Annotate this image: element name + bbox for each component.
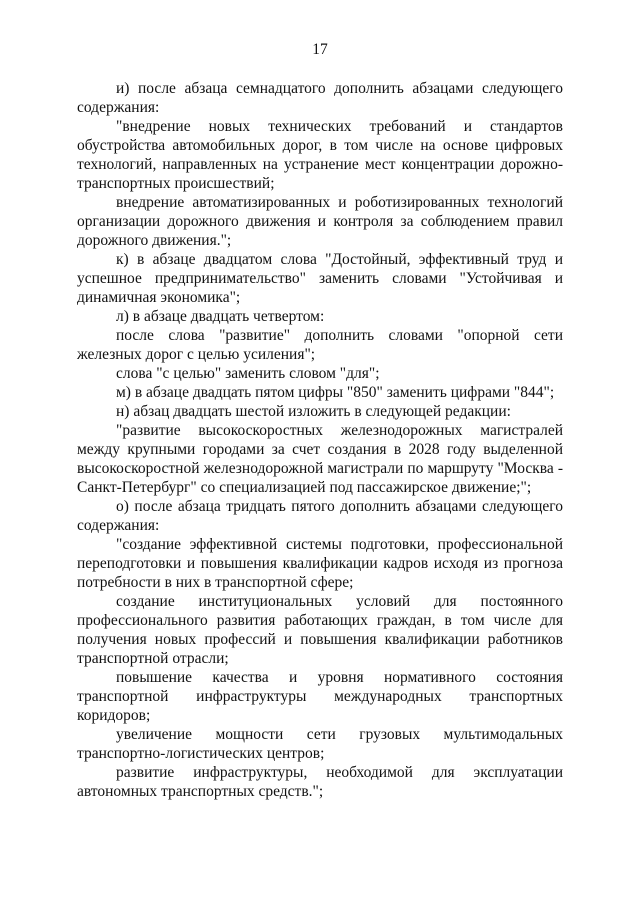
paragraph: после слова "развитие" дополнить словами "опорной сети железных дорог с целью усиления"; — [77, 327, 563, 363]
paragraph: л) в абзаце двадцать четвертом: — [116, 308, 325, 325]
paragraph: о) после абзаца тридцать пятого дополнить абзацами следующего содержания: — [77, 498, 563, 534]
paragraph: м) в абзаце двадцать пятом цифры "850" заменить цифрами "844"; — [116, 384, 555, 401]
paragraph: "развитие высокоскоростных железнодорожных магистралей между крупными городами за счет создания в 2028 году выделенной высокоскоростной железнодорожной магистрали по маршруту "Москва - Санкт-Петербург" со специализацией под пассажирское движение;"; — [77, 422, 563, 496]
paragraph: н) абзац двадцать шестой изложить в следующей редакции: — [116, 403, 511, 420]
paragraph: "создание эффективной системы подготовки, профессиональной переподготовки и повышения квалификации кадров исходя из прогноза потребности в них в транспортной сфере; — [77, 536, 563, 591]
page-number: 17 — [312, 41, 328, 58]
paragraph: и) после абзаца семнадцатого дополнить абзацами следующего содержания: — [77, 80, 563, 116]
paragraph: "внедрение новых технических требований и стандартов обустройства автомобильных дорог, в том числе на основе цифровых технологий, направленных на устранение мест концентрации дорожно-транспортных происшествий; — [77, 118, 563, 192]
paragraph: увеличение мощности сети грузовых мультимодальных транспортно-логистических центров; — [77, 726, 563, 762]
paragraph: создание институциональных условий для постоянного профессионального развития работающих граждан, в том числе для получения новых профессий и повышения квалификации работников транспортной отрасли; — [77, 593, 563, 667]
paragraph: слова "с целью" заменить словом "для"; — [116, 365, 380, 382]
paragraph: внедрение автоматизированных и роботизированных технологий организации дорожного движения и контроля за соблюдением правил дорожного движения."; — [77, 194, 563, 249]
paragraph: повышение качества и уровня нормативного состояния транспортной инфраструктуры международных транспортных коридоров; — [77, 669, 563, 724]
paragraph: к) в абзаце двадцатом слова "Достойный, эффективный труд и успешное предпринимательство" заменить словами "Устойчивая и динамичная экономика"; — [77, 251, 563, 306]
paragraph: развитие инфраструктуры, необходимой для эксплуатации автономных транспортных средств."; — [77, 764, 563, 800]
document-body — [77, 79, 563, 801]
